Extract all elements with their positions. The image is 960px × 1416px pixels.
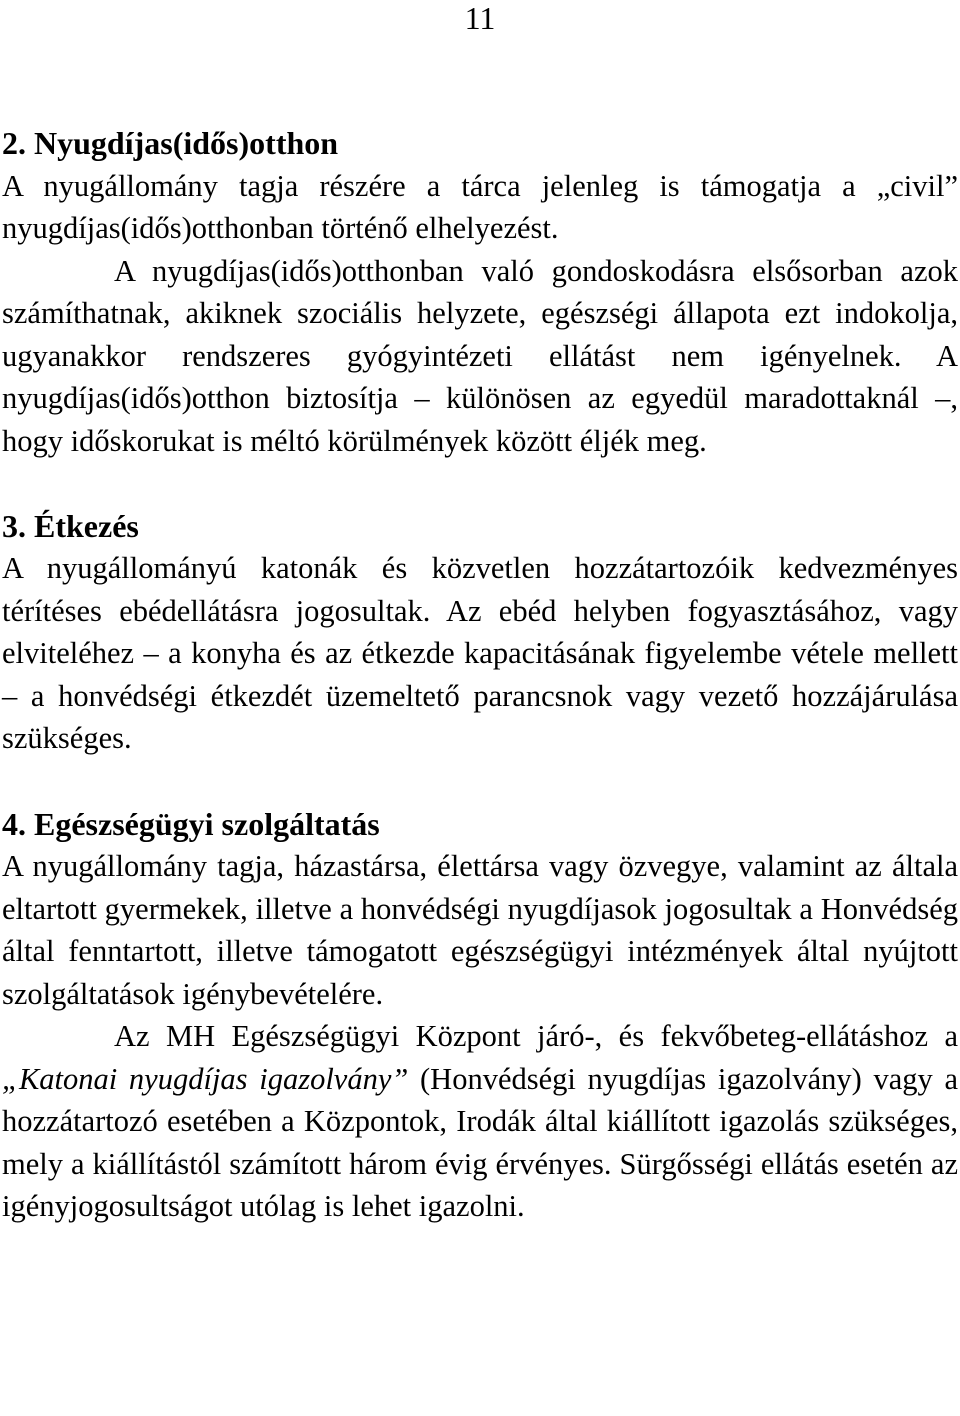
spacer	[2, 760, 958, 803]
section-meals	[2, 505, 958, 760]
page-number: 11	[464, 0, 496, 36]
section-heading: 2. Nyugdíjas(idős)otthon	[2, 125, 339, 161]
paragraph: A nyugállomány tagja, házastársa, élettársa vagy özvegye, valamint az általa eltartott gyermekek, illetve a honvédségi nyugdíjasok jogosultak a Honvédség által fenntartott, illetve támogatott egészségügyi intézmények által nyújtott szolgáltatások igénybevételére.	[2, 849, 958, 1011]
paragraph: A nyugállomány tagja részére a tárca jelenleg is támogatja a „civil” nyugdíjas(idős)otthonban történő elhelyezést.	[2, 168, 958, 245]
section-retirement-home	[2, 122, 958, 462]
paragraph-mixed	[2, 1015, 958, 1228]
text-run: Az MH Egészségügyi Központ járó-, és fekvőbeteg-ellátáshoz a	[114, 1019, 958, 1053]
document-body	[2, 122, 958, 1228]
paragraph: A nyugdíjas(idős)otthonban való gondoskodásra elsősorban azok számíthatnak, akiknek szociális helyzete, egészségi állapota ezt indokolja, ugyanakkor rendszeres gyógyintézeti ellátást nem igényelnek. A nyugdíjas(idős)otthon biztosítja – különösen az egyedül maradottaknál –, hogy időskorukat is méltó körülmények között éljék meg.	[2, 253, 958, 458]
section-heading: 4. Egészségügyi szolgáltatás	[2, 805, 380, 842]
spacer	[2, 462, 958, 505]
text-run: (Honvédségi nyugdíjas igazolvány) vagy a hozzátartozó esetében a Központok, Irodák által kiállított igazolás szükséges, mely a kiállítástól számított három évig érvényes. Sürgősségi ellátás esetén az igényjogosultságot utólag is lehet igazolni.	[2, 1061, 959, 1223]
document-title-italic: „Katonai nyugdíjas igazolvány”	[2, 1061, 409, 1096]
section-health-services	[2, 803, 958, 1228]
section-heading: 3. Étkezés	[2, 507, 139, 544]
paragraph: A nyugállományú katonák és közvetlen hozzátartozóik kedvezményes térítéses ebédellátásra jogosultak. Az ebéd helyben fogyasztásához, vagy elviteléhez – a konyha és az étkezde kapacitásának figyelembe vétele mellett – a honvédségi étkezdét üzemeltető parancsnok vagy vezető hozzájárulása szükséges.	[2, 551, 958, 755]
